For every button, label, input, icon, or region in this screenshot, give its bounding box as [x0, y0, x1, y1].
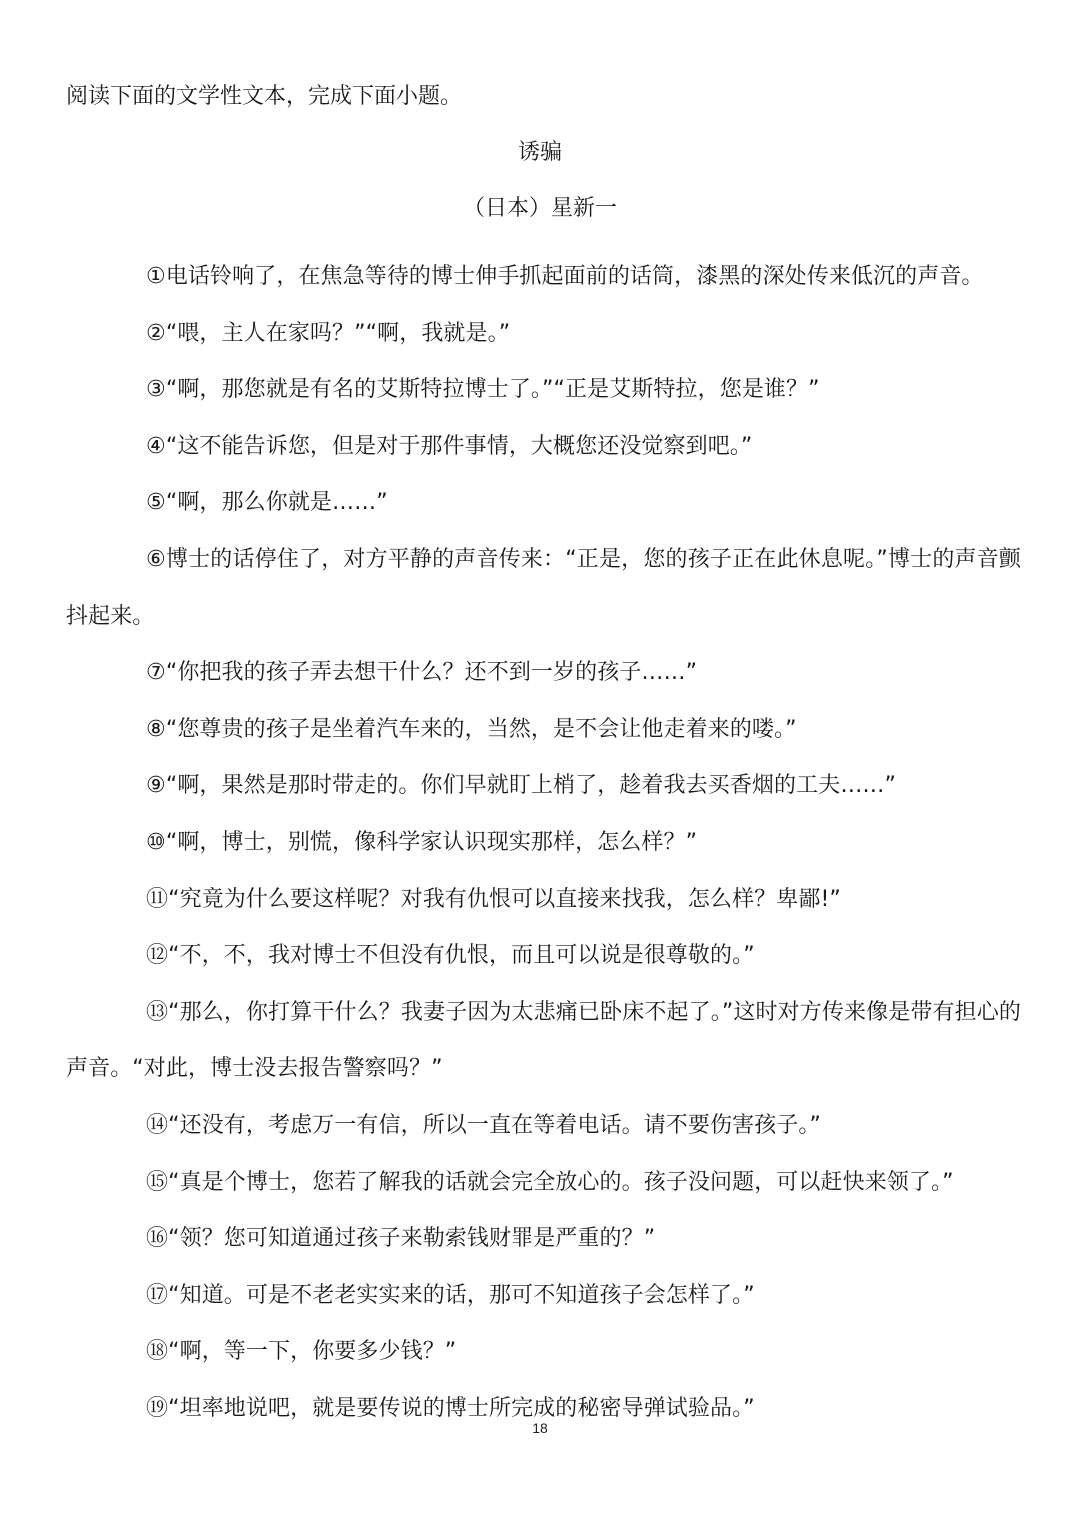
- paragraph-number: ⑩: [146, 829, 166, 855]
- paragraph: [66, 306, 1021, 363]
- paragraph: [66, 758, 1021, 815]
- paragraph: [66, 249, 1021, 306]
- paragraph-number: ④: [146, 433, 166, 459]
- paragraph-text: “啊，那么你就是……”: [165, 490, 388, 516]
- paragraph-text: “啊，那您就是有名的艾斯特拉博士了。”“正是艾斯特拉，您是谁？”: [165, 377, 820, 403]
- paragraph-text: “喂，主人在家吗？”“啊，我就是。”: [165, 320, 511, 346]
- paragraph-number: ⑪: [146, 886, 169, 912]
- document-page: [66, 0, 1021, 1527]
- paragraph-number: ①: [146, 264, 166, 289]
- paragraph-text: “究竟为什么要这样呢？对我有仇恨可以直接来找我，怎么样？卑鄙!”: [168, 886, 841, 912]
- paragraph: [66, 362, 1021, 419]
- paragraph-number: ③: [146, 377, 166, 403]
- paragraph: [66, 1155, 1021, 1212]
- paragraph-text: 电话铃响了，在焦急等待的博士伸手抓起面前的话筒，漆黑的深处传来低沉的声音。: [165, 264, 984, 289]
- paragraph-number: ⑨: [146, 773, 166, 799]
- paragraph-number: ⑰: [146, 1282, 169, 1308]
- paragraph-text: “领？您可知道通过孩子来勒索钱财罪是严重的？”: [168, 1226, 656, 1252]
- paragraph-text: “还没有，考虑万一有信，所以一直在等着电话。请不要伤害孩子。”: [168, 1112, 822, 1138]
- paragraph-text: “这不能告诉您，但是对于那件事情，大概您还没觉察到吧。”: [165, 433, 753, 459]
- paragraph: [66, 1098, 1021, 1155]
- paragraph: [66, 702, 1021, 759]
- paragraph-number: ⑭: [146, 1112, 169, 1138]
- paragraph-number: ⑱: [146, 1339, 169, 1365]
- paragraph-number: ⑦: [146, 660, 166, 686]
- paragraph-text: “啊，博士，别慌，像科学家认识现实那样，怎么样？”: [165, 829, 698, 855]
- paragraph-number: ②: [146, 320, 166, 346]
- paragraph-text: “啊，等一下，你要多少钱？”: [168, 1339, 457, 1365]
- paragraph-text: “不，不，我对博士不但没有仇恨，而且可以说是很尊敬的。”: [168, 943, 755, 969]
- paragraph-text: 博士的话停住了，对方平静的声音传来：“正是，您的孩子正在此休息呢。”博士的声音颤抖起来。: [66, 546, 1021, 629]
- paragraph: [66, 532, 1021, 645]
- paragraph-number: ⑯: [146, 1226, 169, 1252]
- paragraph-number: ⑫: [146, 943, 169, 969]
- paragraph-text: “你把我的孩子弄去想干什么？还不到一岁的孩子……”: [165, 660, 698, 686]
- paragraph-number: ⑮: [146, 1169, 169, 1195]
- paragraph-number: ⑬: [146, 999, 169, 1025]
- paragraph: [66, 475, 1021, 532]
- paragraph-text: “真是个博士，您若了解我的话就会完全放心的。孩子没问题，可以赶快来领了。”: [168, 1169, 954, 1195]
- paragraph: [66, 1268, 1021, 1325]
- paragraph: [66, 928, 1021, 985]
- story-title: 诱骗: [517, 140, 562, 165]
- paragraph-number: ⑤: [146, 490, 166, 516]
- paragraph: [66, 645, 1021, 702]
- paragraph: [66, 985, 1021, 1098]
- paragraph-text: “那么，你打算干什么？我妻子因为太悲痛已卧床不起了。”这时对方传来像是带有担心的声音。“对此，博士没去报告警察吗？”: [66, 999, 1021, 1082]
- paragraph-text: “知道。可是不老老实实来的话，那可不知道孩子会怎样了。”: [168, 1282, 755, 1308]
- paragraph-number: ⑧: [146, 716, 166, 742]
- paragraph: [66, 1211, 1021, 1268]
- paragraph-number: ⑲: [146, 1395, 169, 1421]
- paragraph-text: “坦率地说吧，就是要传说的博士所完成的秘密导弹试验品。”: [168, 1395, 755, 1421]
- paragraph: [66, 1324, 1021, 1381]
- paragraph-text: “啊，果然是那时带走的。你们早就盯上梢了，趁着我去买香烟的工夫……”: [165, 773, 897, 799]
- paragraph-text: “您尊贵的孩子是坐着汽车来的，当然，是不会让他走着来的喽。”: [165, 716, 797, 742]
- paragraph-number: ⑥: [146, 546, 166, 572]
- story-author: （日本）星新一: [462, 196, 617, 221]
- instruction-text: 阅读下面的文学性文本，完成下面小题。: [66, 84, 463, 109]
- story-body: [66, 249, 1021, 1437]
- paragraph: [66, 872, 1021, 929]
- paragraph: [66, 419, 1021, 476]
- page-number: 18: [532, 1420, 548, 1436]
- paragraph: [66, 815, 1021, 872]
